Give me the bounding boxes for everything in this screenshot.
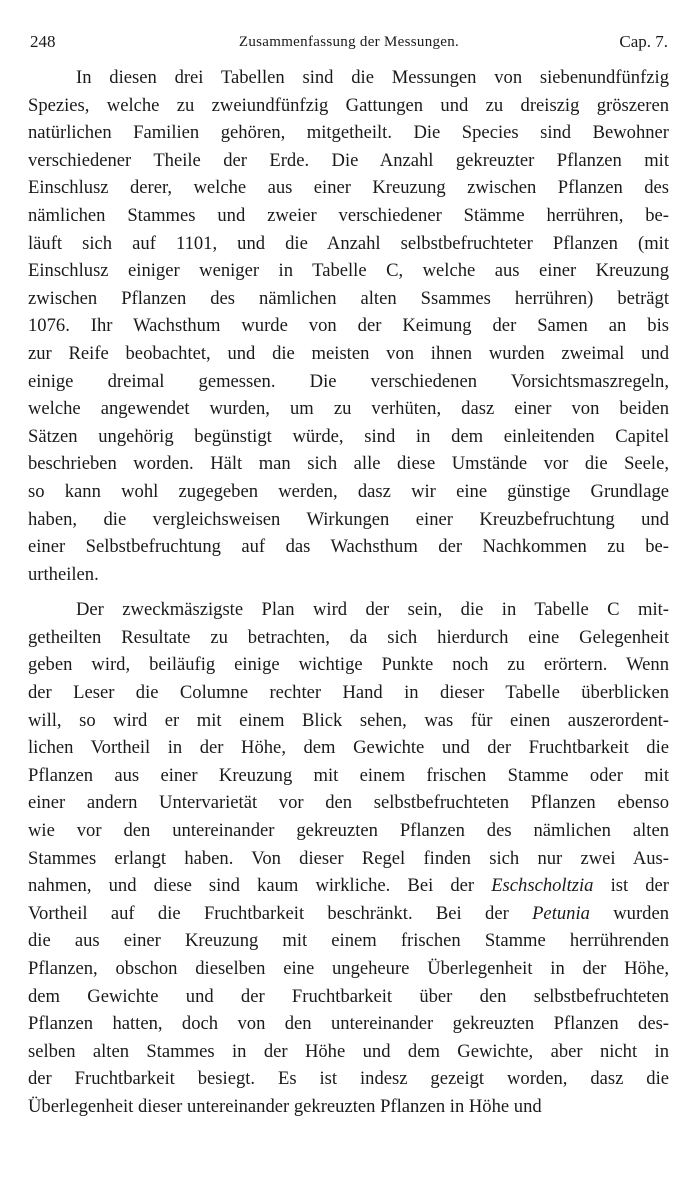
text-line: lichen Vortheil in der Höhe, dem Gewichte und der Fruchtbarkeit die [28, 737, 669, 759]
text-line: der Fruchtbarkeit besiegt. Es ist indesz gezeigt worden, dasz die [28, 1068, 669, 1090]
text-line: Vortheil auf die Fruchtbarkeit beschränkt. Bei der Petunia wurden [28, 902, 669, 924]
text-line: geben wird, beiläufig einige wichtige Punkte noch zu erörtern. Wenn [28, 654, 669, 676]
paragraph-gap [28, 588, 669, 596]
text-line: zur Reife beobachtet, und die meisten von ihnen wurden zweimal und [28, 342, 669, 364]
text-line: will, so wird er mit einem Blick sehen, was für einen auszerordent- [28, 709, 669, 731]
italic-term: Eschscholtzia [491, 875, 594, 897]
text-line: Sätzen ungehörig begünstigt würde, sind in dem einleitenden Capitel [28, 425, 669, 447]
body-text [28, 64, 669, 1121]
text-line: einer andern Untervarietät vor den selbstbefruchteten Pflanzen ebenso [28, 792, 669, 814]
text-line: läuft sich auf 1101, und die Anzahl selbstbefruchteter Pflanzen (mit [28, 232, 669, 254]
text-line: natürlichen Familien gehören, mitgetheilt. Die Species sind Bewohner [28, 122, 669, 144]
text-line: der Leser die Columne rechter Hand in dieser Tabelle überblicken [28, 682, 669, 704]
text-line: Einschlusz einiger weniger in Tabelle C, welche aus einer Kreuzung [28, 260, 669, 282]
text-line: urtheilen. [28, 563, 99, 585]
text-line: selben alten Stammes in der Höhe und dem Gewichte, aber nicht in [28, 1040, 669, 1062]
running-title: Zusammenfassung der Messungen. [238, 34, 460, 50]
text-line: haben, die vergleichsweisen Wirkungen einer Kreuzbefruchtung und [28, 508, 669, 530]
text-line: so kann wohl zugegeben werden, dasz wir eine günstige Grundlage [28, 480, 669, 502]
text-line: zwischen Pflanzen des nämlichen alten Ssammes herrühren) beträgt [28, 287, 669, 309]
page-number: 248 [30, 32, 56, 51]
text-line: wie vor den untereinander gekreuzten Pflanzen des nämlichen alten [28, 820, 669, 842]
text-line: In diesen drei Tabellen sind die Messungen von siebenundfünfzig [76, 67, 669, 88]
text-line: nahmen, und diese sind kaum wirkliche. Bei der Eschscholtzia ist der [28, 875, 669, 897]
chapter-label: Cap. 7. [619, 32, 668, 51]
text-line: Pflanzen aus einer Kreuzung mit einem frischen Stamme oder mit [28, 764, 669, 786]
text-line: Überlegenheit dieser untereinander gekreuzten Pflanzen in Höhe und [28, 1095, 542, 1117]
text-line: Spezies, welche zu zweiundfünfzig Gattungen und zu dreiszig gröszeren [28, 94, 669, 116]
text-line: getheilten Resultate zu betrachten, da sich hierdurch eine Gelegenheit [28, 626, 669, 648]
text-line: beschrieben worden. Hält man sich alle diese Umstände vor die Seele, [28, 453, 669, 475]
paragraph [28, 596, 669, 1120]
text-line: die aus einer Kreuzung mit einem frischen Stamme herrührenden [28, 930, 669, 952]
running-header [30, 30, 668, 54]
text-line: welche angewendet wurden, um zu verhüten, dasz einer von beiden [28, 398, 669, 420]
text-line: einige dreimal gemessen. Die verschiedenen Vorsichtsmaszregeln, [28, 370, 669, 392]
text-line: Der zweckmäszigste Plan wird der sein, die in Tabelle C mit- [76, 599, 669, 621]
text-line: verschiedener Theile der Erde. Die Anzahl gekreuzter Pflanzen mit [28, 149, 669, 171]
text-line: nämlichen Stammes und zweier verschiedener Stämme herrühren, be- [28, 204, 669, 226]
text-line: einer Selbstbefruchtung auf das Wachsthum der Nachkommen zu be- [28, 536, 669, 558]
paragraph [28, 64, 669, 588]
text-line: Pflanzen hatten, doch von den untereinander gekreuzten Pflanzen des- [28, 1013, 669, 1035]
text-line: Einschlusz derer, welche aus einer Kreuzung zwischen Pflanzen des [28, 177, 669, 199]
italic-term: Petunia [532, 902, 590, 924]
text-line: dem Gewichte und der Fruchtbarkeit über den selbstbefruchteten [28, 985, 669, 1007]
text-line: Stammes erlangt haben. Von dieser Regel finden sich nur zwei Aus- [28, 847, 669, 869]
text-line: 1076. Ihr Wachsthum wurde von der Keimung der Samen an bis [28, 315, 669, 337]
text-line: Pflanzen, obschon dieselben eine ungeheure Überlegenheit in der Höhe, [28, 958, 669, 979]
